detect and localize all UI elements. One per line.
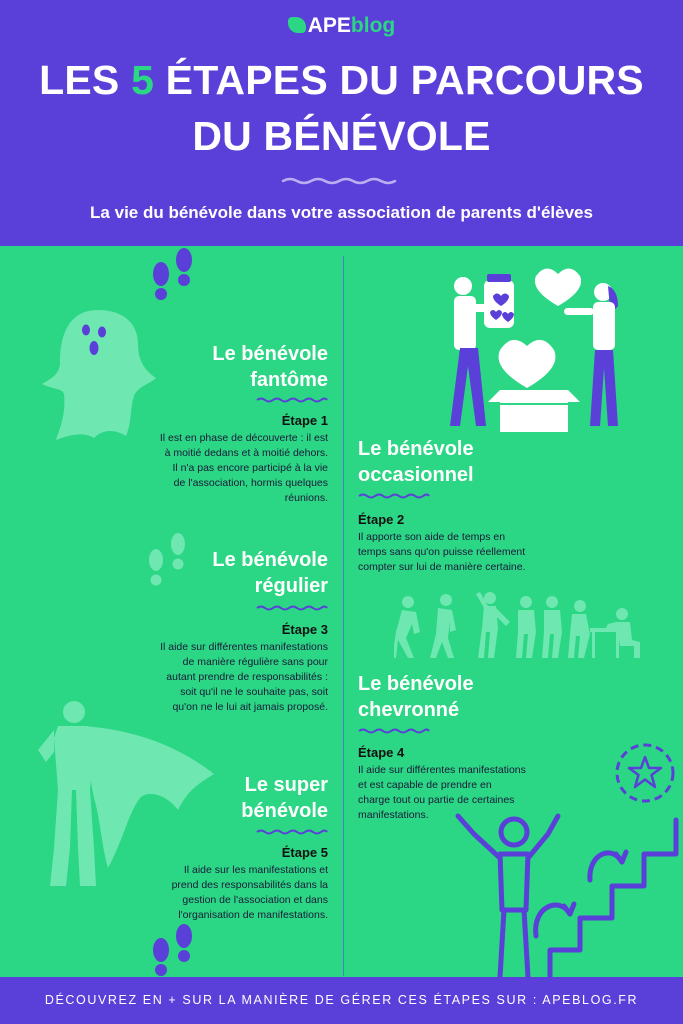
step-2-title: Le bénévole occasionnel — [358, 438, 474, 486]
logo-ape: APE — [307, 14, 351, 37]
step-2-description: Il apporte son aide de temps en temps sans qu'on puisse réellement compter sur lui de manière certaine. — [358, 531, 526, 573]
title-prefix: LES — [39, 57, 132, 103]
step-1-label: Étape 1 — [281, 413, 328, 428]
wavy-underline-icon — [256, 604, 328, 612]
wavy-underline-icon — [358, 727, 430, 735]
giving-hearts-illustration — [440, 258, 630, 436]
footer-link[interactable]: DÉCOUVREZ EN + SUR LA MANIÈRE DE GÉRER CES ÉTAPES SUR : APEBLOG.FR — [44, 993, 639, 1007]
step-5-title: Le super bénévole — [241, 774, 328, 822]
center-divider — [343, 256, 344, 976]
logo-icon — [288, 17, 306, 33]
footer — [0, 977, 683, 1024]
step-4-title: Le bénévole chevronné — [358, 673, 474, 721]
wavy-underline-icon — [256, 828, 328, 836]
title-number: 5 — [131, 57, 155, 103]
ghost-icon — [38, 304, 158, 444]
wavy-underline-icon — [256, 396, 328, 404]
logo-blog: blog — [350, 14, 396, 37]
stairs-success-illustration — [440, 810, 683, 977]
step-4-label: Étape 4 — [358, 745, 405, 760]
title-suffix: ÉTAPES DU PARCOURS — [154, 57, 644, 103]
step-3-title: Le bénévole régulier — [212, 549, 328, 597]
wavy-divider-icon — [281, 176, 401, 186]
step-1-description: Il est en phase de découverte : il est à moitié dedans et à moitié dehors. Il n'a pas encore participé à la vie de l'association, hormis quelques réunions. — [159, 432, 328, 504]
step-5-label: Étape 5 — [281, 845, 328, 860]
step-4-description: Il aide sur différentes manifestations et est capable de prendre en charge tout ou partie de certaines manifestations. — [358, 764, 526, 821]
page-title — [0, 52, 683, 164]
title-line-2: DU BÉNÉVOLE — [192, 113, 491, 159]
step-3-label: Étape 3 — [281, 622, 328, 637]
wavy-underline-icon — [358, 492, 430, 500]
title-line-1 — [0, 52, 683, 108]
step-5-description: Il aide sur les manifestations et prend des responsabilités dans la gestion de l'association et dans l'organisation de manifestations. — [171, 864, 328, 921]
step-2-label: Étape 2 — [358, 512, 405, 527]
step-3-description: Il aide sur différentes manifestations de manière régulière sans pour autant prendre de responsabilités : soit qu'il ne le souhaite pas, soit qu'on ne le lui ait jamais proposé. — [160, 641, 328, 713]
star-badge-icon — [614, 742, 676, 804]
subtitle: La vie du bénévole dans votre association de parents d'élèves — [90, 203, 593, 222]
evolution-figures-illustration — [394, 588, 644, 660]
header — [0, 0, 683, 246]
footprints-icon — [148, 922, 198, 978]
logo — [0, 14, 683, 38]
footprints-icon — [148, 246, 198, 308]
step-1-title: Le bénévole fantôme — [212, 343, 328, 391]
